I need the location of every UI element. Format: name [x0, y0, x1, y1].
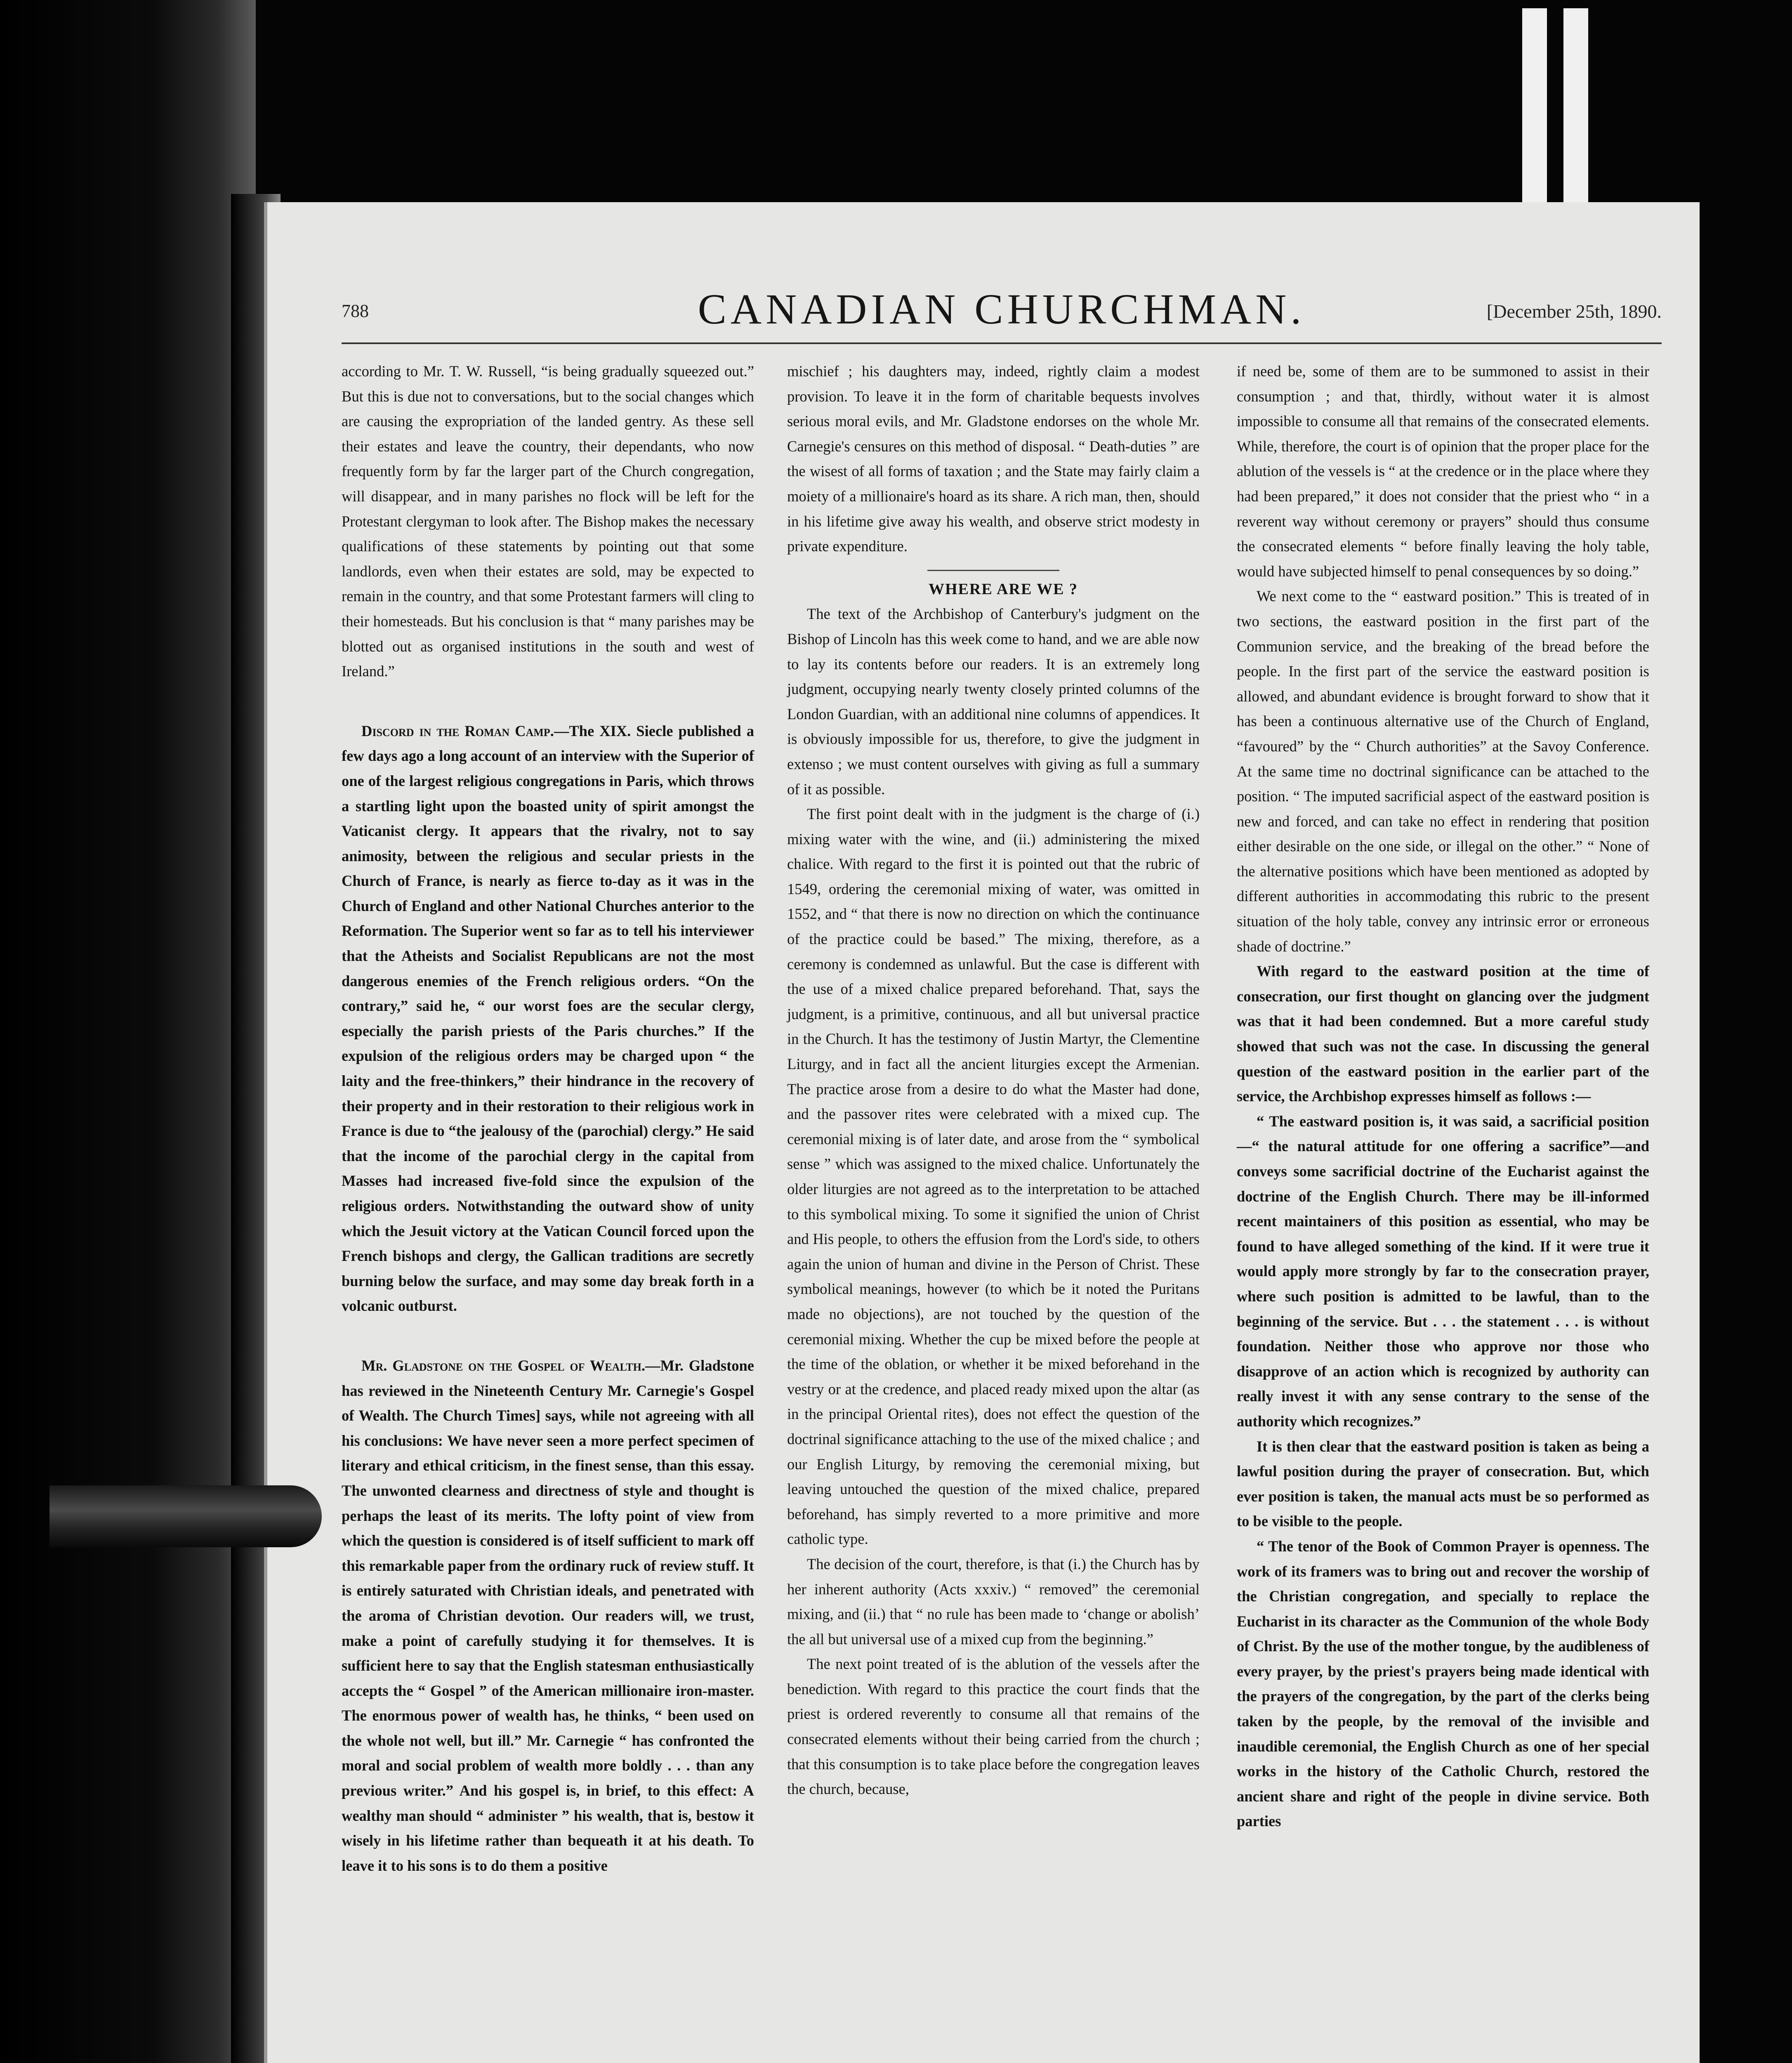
scanner-finger-shadow	[50, 1485, 322, 1547]
col2-paragraph-3: The first point dealt with in the judgment is the charge of (i.) mixing water with the wine, and (ii.) administering the mixed chalice. With regard to the first it is pointed out that the rubric of 1549, ordering the ceremonial mixing of water, was omitted in 1552, and “ that there is now no direction on which the continuance of the practice could be based.” The mixing, therefore, as a ceremony is condemned as unlawful. But the case is different with the use of a mixed chalice prepared beforehand. That, says the judgment, is a primitive, continuous, and all but universal practice in the Church. It has the testimony of Justin Martyr, the Clementine Liturgy, and in fact all the ancient liturgies except the Armenian. The practice arose from a desire to do what the Master had done, and the passover rites were celebrated with a mixed cup. The ceremonial mixing is of later date, and arose from the “ symbolical sense ” which was assigned to the mixed chalice. Unfortunately the older liturgies are not agreed as to the interpretation to be attached to this symbolical mixing. To some it signified the union of Christ and His people, to others the effusion from the Lord's side, to others again the union of human and divine in the Person of Christ. These symbolical meanings, however (to which be it noted the Puritans made no objections), are not touched by the question of the ceremonial mixing. Whether the cup be mixed before the people at the time of the oblation, or whether it be mixed beforehand in the vestry or at the credence, and placed ready mixed upon the altar (as in the principal Oriental rites), does not effect the question of the doctrinal significance attaching to the use of the mixed chalice ; and our English Liturgy, by removing the ceremonial mixing, but leaving untouched the question of the mixed chalice, prepared beforehand, has simply reverted to a more primitive and more catholic type.	[787, 805, 1200, 1548]
page-number: 788	[342, 301, 369, 321]
col3-paragraph-5: It is then clear that the eastward position is taken as being a lawful position during the prayer of consecration. But, which ever position is taken, the manual acts must be so performed as to be visible to the people.	[1237, 1437, 1649, 1530]
col2-paragraph-4: The decision of the court, therefore, is that (i.) the Church has by her inherent authority (Acts xxxiv.) “ removed” the ceremonial mixing, and (ii.) that “ no rule has been made to ‘change or abolish’ the all but universal use of a mixed cup from the beginning.”	[787, 1555, 1200, 1648]
film-edge-left	[0, 0, 256, 2063]
section-divider	[927, 570, 1059, 571]
section-lead-discord: Discord in the Roman Camp.	[361, 722, 554, 739]
col2-paragraph-2: The text of the Archbishop of Canterbury's judgment on the Bishop of Lincoln has this week come to hand, and we are able now to lay its contents before our readers. It is an extremely long judgment, occupying nearly twenty closely printed columns of the London Guardian, with an additional nine columns of appendices. It is obviously impossible for us, therefore, to give the judgment in extenso ; we must content ourselves with giving as full a summary of it as possible.	[787, 605, 1200, 798]
col3-paragraph-6: “ The tenor of the Book of Common Prayer is openness. The work of its framers was to bring out and recover the worship of the Christian congregation, and specially to replace the Eucharist in its character as the Communion of the whole Body of Christ. By the use of the mother tongue, by the audibleness of every prayer, by the priest's prayers being made identical with the prayers of the congregation, by the part of the clerks being taken by the people, by the removal of the invisible and inaudible ceremonial, the English Church as one of her special works in the history of the Catholic Church, restored the ancient share and right of the people in divine service. Both parties	[1237, 1537, 1649, 1830]
column-1	[342, 359, 754, 1878]
masthead-rule	[342, 342, 1662, 344]
col3-paragraph-3: With regard to the eastward position at the time of consecration, our first thought on glancing over the judgment was that it had been condemned. But a more careful study showed that such was not the case. In discussing the general question of the eastward position in the earlier part of the service, the Archbishop expresses himself as follows :—	[1237, 963, 1649, 1105]
publication-title: CANADIAN CHURCHMAN.	[698, 286, 1306, 333]
column-2	[787, 359, 1200, 1802]
col3-paragraph-4: “ The eastward position is, it was said, a sacrificial position—“ the natural attitude for one offering a sacrifice”—and conveys some sacrificial doctrine of the Eucharist against the doctrine of the English Church. There may be ill-informed recent maintainers of this position as essential, who may be found to have alleged something of the kind. If it were true it would apply more strongly by far to the consecration prayer, where such position is admitted to be lawful, than to the beginning of the service. But . . . the statement . . . is without foundation. Neither those who approve nor those who disapprove of an action which is recognized by authority can really invest it with any sense contrary to the sense of the authority which recognizes.”	[1237, 1112, 1649, 1430]
film-marker-top-2	[1563, 8, 1588, 202]
col3-paragraph-2: We next come to the “ eastward position.” This is treated of in two sections, the eastward position in the first part of the Communion service, and the breaking of the bread before the people. In the first part of the service the eastward position is allowed, and abundant evidence is brought forward to show that it has been a continuous alternative use of the Church of England, “favoured” by the “ Church authorities” at the Savoy Conference. At the same time no doctrinal significance can be attached to the position. “ The imputed sacrificial aspect of the eastward position is new and forced, and can take no effect in rendering that position either desirable on the one side, or illegal on the other.” “ None of the alternative positions which have been mentioned as adopted by different authorities in accommodating this rubric to the present situation of the holy table, convey any intrinsic error or erroneous shade of doctrine.”	[1237, 588, 1649, 955]
col2-paragraph-5: The next point treated of is the ablution of the vessels after the benediction. With regard to this practice the court finds that the priest is ordered reverently to consume all that remains of the consecrated elements without their being carried from the church ; that this consumption is to take place before the congregation leaves the church, because,	[787, 1655, 1200, 1798]
newspaper-page	[264, 202, 1700, 2063]
column-3	[1237, 359, 1649, 1834]
col2-paragraph-1: mischief ; his daughters may, indeed, rightly claim a modest provision. To leave it in the form of charitable bequests involves serious moral evils, and Mr. Gladstone endorses on the whole Mr. Carnegie's censures on this method of disposal. “ Death-duties ” are the wisest of all forms of taxation ; and the State may fairly claim a moiety of a millionaire's hoard as its share. A rich man, then, should in his lifetime give away his wealth, and observe strict modesty in private expenditure.	[787, 363, 1200, 555]
masthead	[342, 285, 1662, 347]
col1-paragraph-2	[342, 719, 754, 1319]
col3-paragraph-1: if need be, some of them are to be summoned to assist in their consumption ; and that, thirdly, without water it is almost impossible to consume all that remains of the consecrated elements. While, therefore, the court is of opinion that the proper place for the ablution of the vessels is “ at the credence or in the place where they had been prepared,” it does not consider that the priest who “ in a reverent way without ceremony or prayers” should thus consume the consecrated elements “ before finally leaving the holy table, would have subjected himself to penal consequences by so doing.”	[1237, 363, 1649, 580]
issue-date: [December 25th, 1890.	[1486, 301, 1662, 322]
film-marker-top-1	[1522, 8, 1547, 202]
col1-paragraph-2-body: —The XIX. Siecle published a few days ago a long account of an interview with the Superior of one of the largest religious congregations in Paris, which throws a startling light upon the boasted unity of spirit amongst the Vaticanist clergy. It appears that the rivalry, not to say animosity, between the religious and secular priests in the Church of France, is nearly as fierce to-day as it was in the Church of England and other National Churches anterior to the Reformation. The Superior went so far as to tell his interviewer that the Atheists and Socialist Republicans are not the most dangerous enemies of the French religious orders. “On the contrary,” said he, “ our worst foes are the secular clergy, especially the parish priests of the Paris churches.” If the expulsion of the religious orders may be charged upon “ the laity and the free-thinkers,” their hindrance in the recovery of their property and in their restoration to their religious work in France is due to “the jealousy of the (parochial) clergy.” He said that the income of the parochial clergy in the capital from Masses had increased five-fold since the expulsion of the religious orders. Notwithstanding the outward show of unity which the Jesuit victory at the Vatican Council forced upon the French bishops and clergy, the Gallican traditions are secretly burning below the surface, and may some day break forth in a volcanic outburst.	[342, 722, 755, 1315]
section-heading-where-are-we: WHERE ARE WE ?	[929, 580, 1078, 598]
col1-paragraph-1: according to Mr. T. W. Russell, “is being gradually squeezed out.” But this is due not to conversations, but to the social changes which are causing the expropriation of the landed gentry. As these sell their estates and leave the country, their dependants, who now frequently form by far the larger part of the Church congregation, will disappear, and in many parishes no flock will be left for the Protestant clergyman to look after. The Bishop makes the necessary qualifications of these statements by pointing out that some landlords, even when their estates are sold, may be expected to remain in the country, and that some Protestant farmers will cling to their homesteads. But his conclusion is that “ many parishes may be blotted out as organised institutions in the south and west of Ireland.”	[342, 363, 754, 680]
col1-paragraph-3-body: —Mr. Gladstone has reviewed in the Nineteenth Century Mr. Carnegie's Gospel of Wealth. The Church Times] says, while not agreeing with all his conclusions: We have never seen a more perfect specimen of literary and ethical criticism, in the finest sense, than this essay. The unwonted clearness and directness of style and thought is perhaps the least of its merits. The lofty point of view from which the question is considered is of itself sufficient to mark off this remarkable paper from the ordinary ruck of review stuff. It is entirely saturated with Christian ideals, and penetrated with the aroma of Christian devotion. Our readers will, we trust, make a point of carefully studying it for themselves. It is sufficient here to say that the English statesman enthusiastically accepts the “ Gospel ” of the American millionaire iron-master. The enormous power of wealth has, he thinks, “ been used on the whole not well, but ill.” Mr. Carnegie “ has confronted the moral and social problem of wealth more boldly . . . than any previous writer.” And his gospel is, in brief, to this effect: A wealthy man should “ administer ” his wealth, that is, bestow it wisely in his lifetime rather than bequeath it at his death. To leave it to his sons is to do them a positive	[342, 1357, 754, 1874]
col1-paragraph-3	[342, 1353, 754, 1878]
section-lead-gladstone: Mr. Gladstone on the Gospel of Wealth.	[361, 1357, 645, 1374]
